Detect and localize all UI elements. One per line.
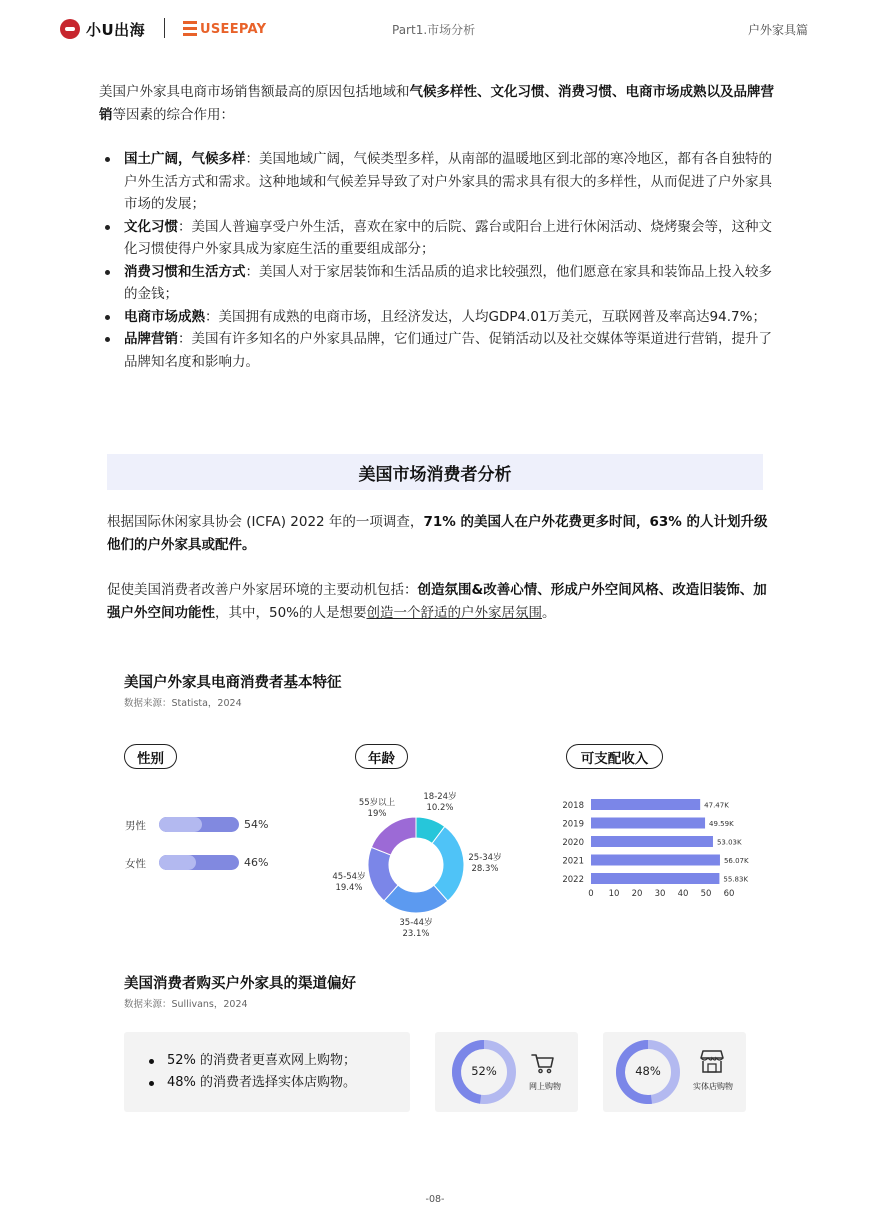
- xiaou-logo: [60, 18, 145, 40]
- storefront-icon: [698, 1048, 726, 1076]
- age-slice-value: 23.1%: [402, 929, 430, 939]
- online-card: [435, 1032, 578, 1112]
- age-slice-value: 28.3%: [471, 864, 499, 874]
- header-divider: [164, 18, 165, 38]
- header-chapter-label: 户外家具篇: [747, 23, 808, 37]
- income-x-tick: 20: [631, 889, 643, 899]
- income-bar: [591, 836, 713, 847]
- gender-value-male: 54%: [244, 818, 269, 831]
- reasons-list: [104, 148, 776, 373]
- gender-bar-male: [159, 817, 239, 832]
- income-x-tick: 40: [677, 889, 689, 899]
- income-year-label: 2021: [562, 856, 584, 867]
- income-bar: [591, 799, 700, 810]
- income-x-tick: 10: [608, 889, 620, 899]
- income-x-tick: 60: [723, 889, 735, 899]
- channel-title: 美国消费者购买户外家具的渠道偏好: [124, 976, 356, 992]
- store-pct: 48%: [635, 1064, 661, 1078]
- income-x-tick: 50: [700, 889, 712, 899]
- characteristics-title: 美国户外家具电商消费者基本特征: [124, 675, 342, 691]
- list-item: 消费习惯和生活方式：美国人对于家居装饰和生活品质的追求比较强烈，他们愿意在家具和装饰品上投入较多的金钱；: [104, 261, 776, 306]
- useepay-logo-icon: [183, 19, 197, 39]
- intro-paragraph: 美国户外家具电商市场销售额最高的原因包括地域和气候多样性、文化习惯、消费习惯、电商市场成熟以及品牌营销等因素的综合作用：: [99, 84, 774, 123]
- list-item: 52% 的消费者更喜欢网上购物；: [148, 1050, 356, 1072]
- channel-list: [148, 1050, 356, 1094]
- income-bar: [591, 855, 720, 866]
- age-slice-label: 25-34岁: [468, 853, 502, 863]
- list-item: 国土广阔，气候多样：美国地域广阔，气候类型多样，从南部的温暖地区到北部的寒冷地区，都有各自独特的户外生活方式和需求。这种地域和气候差异导致了对户外家具的需求具有很大的多样性，从而促进了户外家具市场的发展；: [104, 148, 776, 216]
- income-year-label: 2018: [562, 801, 584, 811]
- survey-paragraph: 根据国际休闲家具协会 (ICFA) 2022 年的一项调查，71% 的美国人在户外花费更多时间，63% 的人计划升级他们的户外家具或配件。: [107, 514, 768, 553]
- age-slice-label: 35-44岁: [399, 918, 433, 928]
- age-slice: [371, 817, 416, 855]
- age-slice-label: 18-24岁: [423, 792, 457, 802]
- income-x-tick: 0: [588, 889, 594, 899]
- income-value-label: 49.59K: [709, 820, 734, 828]
- online-pct: 52%: [471, 1064, 497, 1078]
- income-value-label: 56.07K: [723, 857, 749, 865]
- age-slice-value: 19.4%: [335, 883, 363, 893]
- shopping-cart-icon: [530, 1050, 556, 1076]
- income-year-label: 2020: [562, 838, 584, 848]
- gender-bar-female: [159, 855, 239, 870]
- channel-summary-card: [124, 1032, 410, 1112]
- gender-bar-female-fill: [159, 855, 196, 870]
- channel-source: 数据来源：Sullivans，2024: [124, 999, 248, 1010]
- income-bar-chart: [555, 790, 755, 902]
- income-pill: 可支配收入: [566, 744, 663, 769]
- characteristics-source: 数据来源：Statista，2024: [124, 698, 242, 709]
- motivation-paragraph: 促使美国消费者改善户外家居环境的主要动机包括：创造氛围&改善心情、形成户外空间风格、改造旧装饰、加强户外空间功能性，其中，50%的人是想要创造一个舒适的户外家居氛围。: [107, 582, 767, 621]
- useepay-logo-text: USEEPAY: [200, 21, 267, 37]
- income-bar: [591, 818, 705, 829]
- income-value-label: 47.47K: [704, 801, 729, 810]
- gender-label-female: 女性: [125, 858, 146, 870]
- age-slice-label: 55岁以上: [358, 798, 396, 808]
- age-slice-value: 19%: [367, 809, 387, 819]
- age-slice-value: 10.2%: [426, 803, 454, 813]
- section-title: 美国市场消费者分析: [107, 454, 763, 490]
- income-year-label: 2019: [562, 819, 584, 830]
- age-donut-chart: [320, 785, 520, 945]
- list-item: 48% 的消费者选择实体店购物。: [148, 1072, 356, 1094]
- income-year-label: 2022: [562, 875, 584, 885]
- gender-label-male: 男性: [125, 820, 146, 832]
- xiaou-logo-icon: [60, 19, 80, 39]
- income-x-tick: 30: [654, 889, 666, 899]
- gender-pill: 性别: [124, 744, 177, 769]
- page-number: -08-: [425, 1194, 445, 1205]
- gender-value-female: 46%: [244, 856, 269, 869]
- age-slice-label: 45-54岁: [332, 872, 366, 882]
- list-item: 电商市场成熟：美国拥有成熟的电商市场，且经济发达，人均GDP4.01万美元，互联网普及率高达94.7%；: [104, 306, 776, 329]
- income-value-label: 55.83K: [723, 875, 749, 884]
- online-label: 网上购物: [529, 1082, 561, 1091]
- list-item: 文化习惯：美国人普遍享受户外生活，喜欢在家中的后院、露台或阳台上进行休闲活动、烧烤聚会等，这种文化习惯使得户外家具成为家庭生活的重要组成部分；: [104, 216, 776, 261]
- header-section-label: Part1.市场分析: [392, 23, 476, 37]
- store-card: [603, 1032, 746, 1112]
- useepay-logo: [183, 18, 266, 40]
- store-label: 实体店购物: [693, 1082, 733, 1091]
- age-pill: 年龄: [355, 744, 408, 769]
- gender-bar-male-fill: [159, 817, 202, 832]
- list-item: 品牌营销：美国有许多知名的户外家具品牌，它们通过广告、促销活动以及社交媒体等渠道进行营销，提升了品牌知名度和影响力。: [104, 328, 776, 373]
- xiaou-logo-text: 小U出海: [86, 20, 146, 39]
- income-bar: [591, 873, 719, 884]
- income-value-label: 53.03K: [716, 838, 742, 847]
